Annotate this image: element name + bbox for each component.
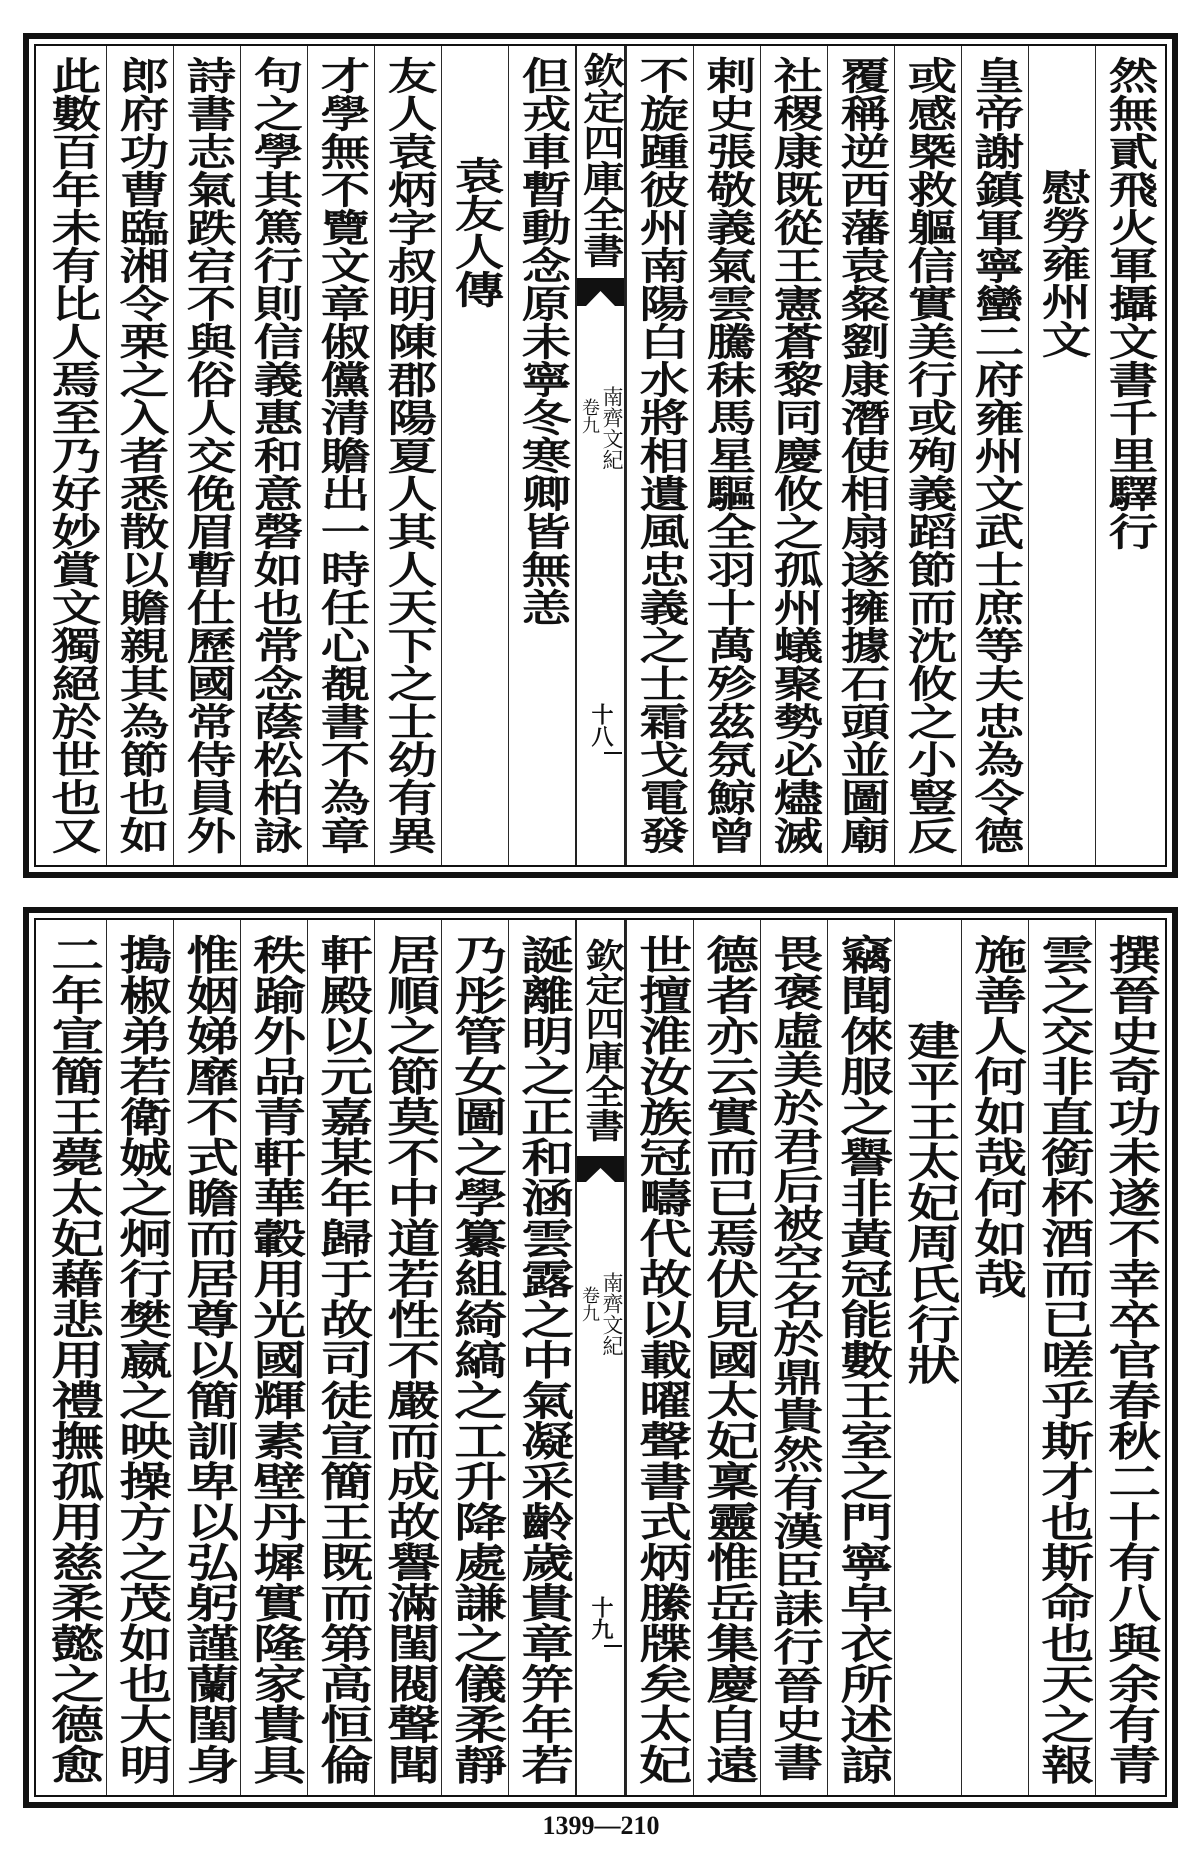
column-text: 搗椒弟若衛娍之炯行樊嬴之映操方之茂如也大明 <box>109 934 173 1785</box>
column-text: 郎府功曹臨湘令栗之入者悉散以贍親其為節也如 <box>111 56 170 854</box>
column-text: 軒殿以元嘉某年歸于故司徒宣簡王既而第高恒倫 <box>310 934 374 1785</box>
text-column <box>894 46 961 865</box>
column-text: 秩踰外品青軒華轂用光國輝素壁丹墀實隆家貴具 <box>243 934 307 1785</box>
column-text: 誕離明之正和涵雲露之中氣凝采齡歲貴章笄年若 <box>511 934 575 1785</box>
column-text: 二年宣簡王薨太妃藉悲用禮撫孤用慈柔懿之德愈 <box>41 934 105 1785</box>
page-code: 1399—210 <box>542 1811 660 1840</box>
section-heading: 建平王太妃周氏行狀 <box>897 1020 961 1385</box>
heading-column <box>441 46 508 865</box>
text-column <box>39 920 106 1795</box>
leaf-rule <box>604 752 622 754</box>
text-column <box>760 46 827 865</box>
text-column <box>106 920 173 1795</box>
column-text: 或感槩救軀信實美行或殉義蹈節而沈攸之小豎反 <box>899 56 958 854</box>
fold-volume: 卷九 <box>579 1286 600 1322</box>
column-text: 竊聞倈服之譽非黃冠能數王室之門寧皁衣所述諒 <box>830 934 894 1785</box>
column-text: 撰晉史奇功未遂不幸卒官春秋二十有八與余有青 <box>1098 934 1162 1785</box>
section-heading: 慰勞雍州文 <box>1033 168 1092 358</box>
column-text: 世擅淮汝族冠疇代故以載曜聲書式炳縢牒矣太妃 <box>629 934 693 1785</box>
text-column <box>240 920 307 1795</box>
lower-page-panel <box>23 907 1178 1808</box>
text-column <box>106 46 173 865</box>
column-text: 乃彤管女圖之學纂組綺縞之工升降處謙之儀柔靜 <box>444 934 508 1785</box>
column-text: 剌史張敬義氣雲騰秣馬星驅全羽十萬殄茲氛鯨曾 <box>698 56 757 854</box>
text-column <box>39 46 106 865</box>
fishtail-icon <box>577 278 624 306</box>
column-text: 然無貳飛火軍攝文書千里驛行 <box>1100 56 1159 550</box>
text-column <box>508 46 575 865</box>
heading-column <box>894 920 961 1795</box>
column-text: 德者亦云實而已焉伏見國太妃稟靈惟岳集慶自遠 <box>696 934 760 1785</box>
column-text: 雲之交非直銜杯酒而已嗟乎斯才也斯命也天之報 <box>1031 934 1095 1785</box>
leaf-rule <box>604 1645 622 1647</box>
fold-volume: 卷九 <box>579 398 600 434</box>
text-column <box>693 920 760 1795</box>
text-column <box>374 920 441 1795</box>
column-text: 句之學其篤行則信義惠和意磬如也常念蔭松柏詠 <box>245 56 304 854</box>
column-text: 友人袁炳字叔明陳郡陽夏人其人天下之士幼有異 <box>379 56 438 854</box>
upper-page-frame <box>34 44 1167 867</box>
text-column <box>1095 920 1162 1795</box>
text-column <box>693 46 760 865</box>
fold-leaf-number: 十八 <box>588 703 614 747</box>
text-column <box>441 920 508 1795</box>
column-text: 皇帝謝鎮軍寧蠻二府雍州文武士庶等夫忠為令德 <box>966 56 1025 854</box>
column-text: 不旋踵彼州南陽白水將相遺風忠義之士霜戈電發 <box>631 56 690 854</box>
text-column <box>1095 46 1162 865</box>
fold-leaf-number: 十九 <box>588 1596 614 1640</box>
column-text: 此數百年未有比人焉至乃好妙賞文獨絕於世也又 <box>43 56 102 854</box>
column-text: 但戎車暫動念原未寧冬寒卿皆無恙 <box>513 56 572 626</box>
fold-column <box>575 46 626 865</box>
fold-column <box>575 920 626 1795</box>
text-column <box>173 920 240 1795</box>
fold-book-title: 南齊文紀 <box>600 386 624 470</box>
text-column <box>961 920 1028 1795</box>
text-column <box>508 920 575 1795</box>
fishtail-icon <box>577 1156 624 1182</box>
column-text: 覆稱逆西藩袁粲劉康潛使相扇遂擁據石頭並圖廟 <box>832 56 891 854</box>
text-column <box>827 46 894 865</box>
text-column <box>760 920 827 1795</box>
column-text: 居順之節莫不中道若性不嚴而成故譽滿閨閥聲聞 <box>377 934 441 1785</box>
lower-page-frame <box>34 918 1167 1797</box>
column-text: 施善人何如哉何如哉 <box>964 934 1028 1299</box>
section-heading: 袁友人傳 <box>446 156 505 308</box>
fold-title: 欽定四庫全書 <box>576 52 626 268</box>
text-column <box>1028 920 1095 1795</box>
column-text: 社稷康既從王憲蒼黎同慶攸之孤州蟻聚勢必燼滅 <box>765 56 824 854</box>
column-text: 畏褒虛美於君后被空名於鼎貴然有漢臣誄行晉史書 <box>765 934 824 1781</box>
column-text: 惟姻娣靡不式瞻而居尊以簡訓卑以弘躬謹蘭閨身 <box>176 934 240 1785</box>
text-column <box>827 920 894 1795</box>
text-column <box>307 46 374 865</box>
text-column <box>626 46 693 865</box>
heading-column <box>1028 46 1095 865</box>
text-column <box>307 920 374 1795</box>
column-text: 才學無不覽文章俶儻清贍出一時任心覩書不為章 <box>312 56 371 854</box>
text-column <box>374 46 441 865</box>
fold-book-title: 南齊文紀 <box>600 1272 624 1356</box>
text-column <box>961 46 1028 865</box>
text-column <box>240 46 307 865</box>
fold-title: 欽定四庫全書 <box>578 938 625 1142</box>
text-column <box>173 46 240 865</box>
text-column <box>626 920 693 1795</box>
column-text: 詩書志氣跌宕不與俗人交俛眉暫仕歷國常侍員外 <box>178 56 237 854</box>
upper-page-panel <box>23 33 1178 878</box>
